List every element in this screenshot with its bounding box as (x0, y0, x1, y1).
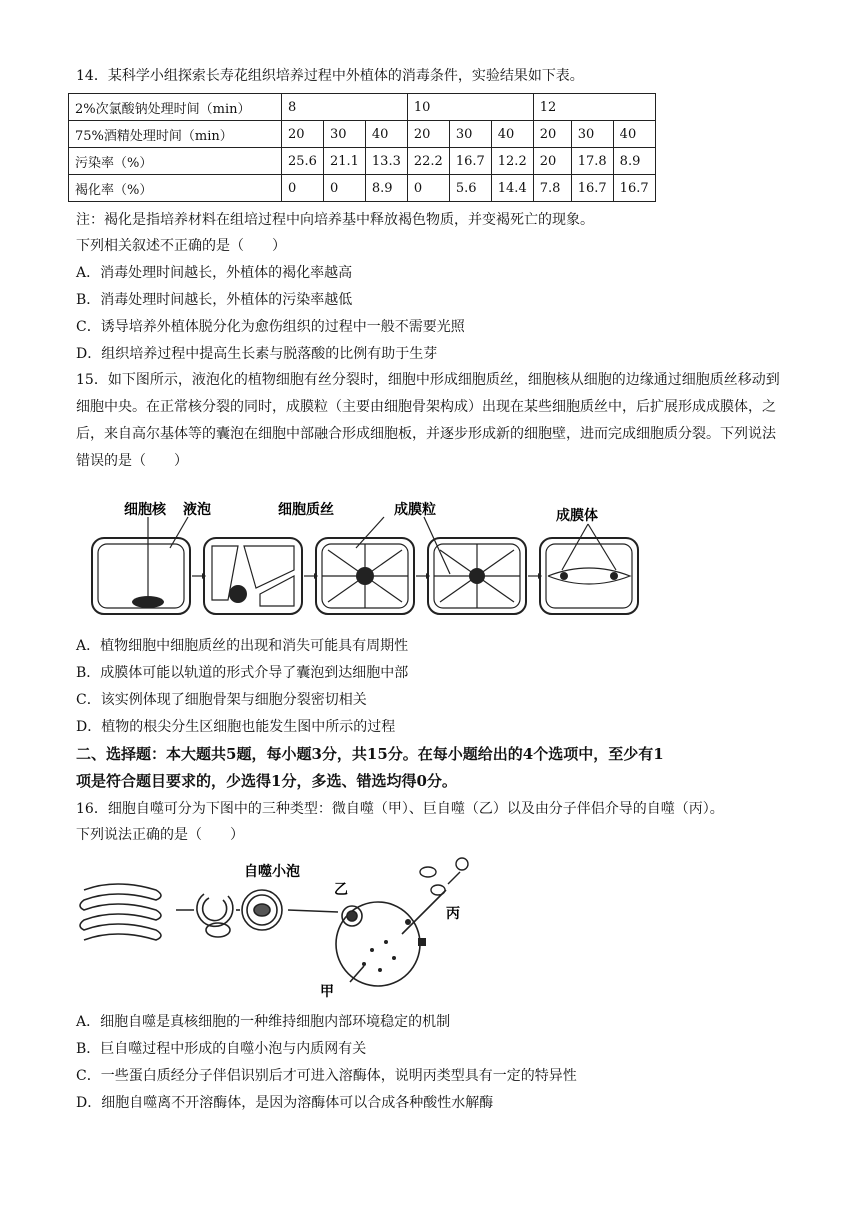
q15-option-a: A．植物细胞中细胞质丝的出现和消失可能具有周期性 (76, 638, 409, 654)
q15-option-d: D．植物的根尖分生区细胞也能发生图中所示的过程 (76, 719, 396, 735)
q14-prompt: 下列相关叙述不正确的是（ ） (76, 238, 286, 254)
er-stack (80, 884, 161, 940)
table-cell: 30 (323, 121, 365, 148)
row-label-browning: 褐化率（%） (69, 175, 282, 202)
table-cell: 14.4 (491, 175, 533, 202)
chaperone-proteins (420, 858, 468, 895)
q14-note: 注：褐化是指培养材料在组培过程中向培养基中释放褐色物质，并变褐死亡的现象。 (76, 212, 594, 228)
phagophore (197, 894, 233, 937)
naclo-time-8: 8 (282, 94, 408, 121)
section2-heading-line2: 项是符合题目要求的，少选得1分，多选、错选均得0分。 (76, 772, 457, 790)
table-cell: 20 (533, 148, 571, 175)
table-cell: 22.2 (407, 148, 449, 175)
table-cell: 20 (533, 121, 571, 148)
label-vacuole: 液泡 (183, 502, 211, 518)
table-cell: 17.8 (571, 148, 613, 175)
table-cell: 8.9 (365, 175, 407, 202)
row-label-contamination: 污染率（%） (69, 148, 282, 175)
table-row (69, 175, 656, 202)
naclo-time-12: 12 (533, 94, 655, 121)
q15-option-c: C．该实例体现了细胞骨架与细胞分裂密切相关 (76, 692, 367, 708)
q16-stem-line2: 下列说法正确的是（ ） (76, 827, 244, 843)
table-cell: 0 (323, 175, 365, 202)
label-preprophase-band: 成膜粒 (394, 502, 436, 518)
table-cell: 40 (613, 121, 655, 148)
q14-option-a: A．消毒处理时间越长，外植体的褐化率越高 (76, 265, 353, 281)
q16-option-b: B．巨自噬过程中形成的自噬小泡与内质网有关 (76, 1041, 367, 1057)
table-cell: 40 (365, 121, 407, 148)
q16-stem-line1: 16．细胞自噬可分为下图中的三种类型：微自噬（甲）、巨自噬（乙）以及由分子伴侣介导的自噬（丙）。 (76, 801, 724, 817)
label-cytoplasmic-strands: 细胞质丝 (278, 502, 334, 518)
table-cell: 0 (407, 175, 449, 202)
label-yi: 乙 (334, 882, 348, 898)
table-cell: 21.1 (323, 148, 365, 175)
table-cell: 40 (491, 121, 533, 148)
table-cell: 16.7 (449, 148, 491, 175)
table-cell: 13.3 (365, 148, 407, 175)
row-label-naclo: 2%次氯酸钠处理时间（min） (69, 94, 282, 121)
q14-option-b: B．消毒处理时间越长，外植体的污染率越低 (76, 292, 353, 308)
q14-option-d: D．组织培养过程中提高生长素与脱落酸的比例有助于生芽 (76, 346, 438, 362)
q16-autophagy-figure (76, 850, 496, 1000)
label-phragmoplast: 成膜体 (556, 508, 598, 524)
q16-option-d: D．细胞自噬离不开溶酶体，是因为溶酶体可以合成各种酸性水解酶 (76, 1095, 494, 1111)
table-cell: 7.8 (533, 175, 571, 202)
label-bing: 丙 (446, 906, 460, 922)
table-cell: 20 (407, 121, 449, 148)
q14-data-table (68, 93, 656, 202)
naclo-time-10: 10 (407, 94, 533, 121)
q16-option-a: A．细胞自噬是真核细胞的一种维持细胞内部环境稳定的机制 (76, 1014, 451, 1030)
table-cell: 16.7 (571, 175, 613, 202)
table-cell: 8.9 (613, 148, 655, 175)
label-nucleus: 细胞核 (124, 502, 166, 518)
table-row (69, 121, 656, 148)
cell-diagrams (92, 517, 638, 614)
q15-cell-division-figure (88, 490, 648, 620)
table-cell: 5.6 (449, 175, 491, 202)
table-row (69, 148, 656, 175)
section2-heading-line1: 二、选择题：本大题共5题，每小题3分，共15分。在每小题给出的4个选项中，至少有1 (76, 745, 664, 763)
q14-option-c: C．诱导培养外植体脱分化为愈伤组织的过程中一般不需要光照 (76, 319, 465, 335)
q15-option-b: B．成膜体可能以轨道的形式介导了囊泡到达细胞中部 (76, 665, 409, 681)
table-cell: 12.2 (491, 148, 533, 175)
q14-stem: 14．某科学小组探索长寿花组织培养过程中外植体的消毒条件，实验结果如下表。 (76, 68, 584, 84)
table-cell: 30 (449, 121, 491, 148)
q15-stem: 15．如下图所示，液泡化的植物细胞有丝分裂时，细胞中形成细胞质丝，细胞核从细胞的边缘通过细胞质丝移动到细胞中央。在正常核分裂的同时，成膜粒（主要由细胞骨架构成）出现在某些细胞质丝中，后扩展形成成膜体，之后，来自高尔基体等的囊泡在细胞中部融合形成细胞板，并逐步形成新的细胞壁，进而完成细胞质分裂。下列说法错误的是（ ） (76, 372, 780, 469)
q16-option-c: C．一些蛋白质经分子伴侣识别后才可进入溶酶体，说明丙类型具有一定的特异性 (76, 1068, 577, 1084)
table-cell: 16.7 (613, 175, 655, 202)
table-cell: 20 (282, 121, 324, 148)
table-cell: 25.6 (282, 148, 324, 175)
table-cell: 30 (571, 121, 613, 148)
label-autophagosome: 自噬小泡 (244, 864, 300, 880)
table-cell: 0 (282, 175, 324, 202)
row-label-ethanol: 75%酒精处理时间（min） (69, 121, 282, 148)
label-jia: 甲 (320, 984, 334, 1000)
table-row (69, 94, 656, 121)
